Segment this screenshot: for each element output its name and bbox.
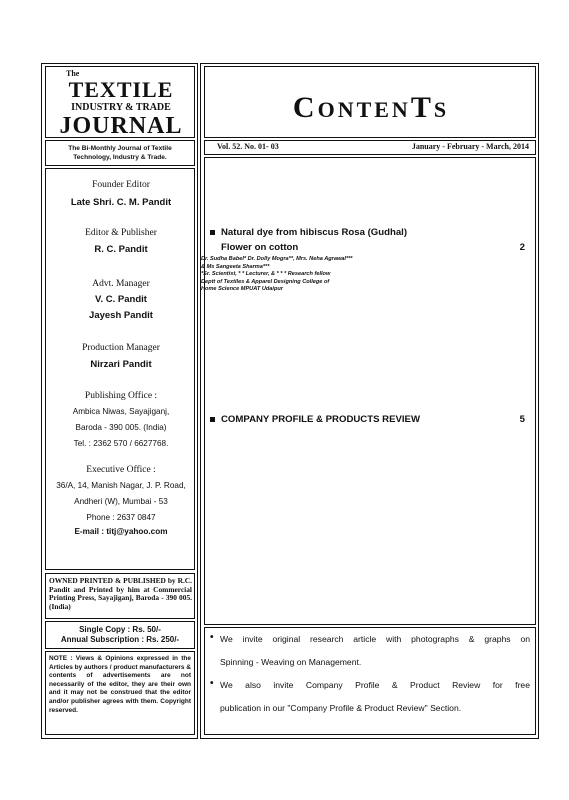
contents-title-onten: ONTEN [317, 97, 411, 122]
volume-number: Vol. 52. No. 01- 03 [217, 142, 279, 151]
volume-bar [204, 140, 536, 155]
invite-line-3: We also invite Company Profile & Product Review for free [220, 680, 530, 690]
contents-title-s: S [433, 97, 450, 122]
invite-line-2: Spinning - Weaving on Management. [220, 657, 362, 667]
advt-name-1: V. C. Pandit [95, 294, 147, 305]
publishing-address-2: Baroda - 390 005. (India) [75, 423, 167, 432]
pricing-box [45, 621, 195, 649]
production-role: Production Manager [82, 343, 160, 353]
advt-role: Advt. Manager [92, 279, 150, 289]
square-bullet-icon [210, 230, 215, 235]
article-page-number: 2 [519, 242, 525, 253]
contents-header [204, 66, 536, 138]
author-line: Deptt of Textiles & Apparel Designing College of [201, 278, 330, 285]
founder-role: Founder Editor [92, 180, 150, 190]
contents-list [201, 157, 536, 625]
publishing-tel: Tel. : 2362 570 / 6627768. [73, 439, 169, 448]
bullet-dot-icon: • [210, 632, 214, 643]
advt-name-2: Jayesh Pandit [89, 310, 153, 321]
contents-title-t: T [410, 91, 434, 124]
editor-name: R. C. Pandit [94, 244, 148, 255]
publishing-role: Publishing Office : [84, 391, 158, 401]
tagline-line-1: The Bi-Monthly Journal of Textile [68, 145, 172, 152]
masthead-industry-trade: INDUSTRY & TRADE [71, 102, 171, 113]
email-address: E-mail : titj@yahoo.com [74, 527, 168, 536]
contents-title-c: C [292, 91, 318, 124]
article-page-number: 5 [519, 414, 525, 425]
annual-subscription-price: Annual Subscription : Rs. 250/- [60, 635, 180, 644]
issue-date: January - February - March, 2014 [411, 142, 529, 151]
executive-address-2: Andheri (W), Mumbai - 53 [74, 497, 168, 506]
executive-role: Executive Office : [86, 465, 156, 475]
journal-tagline [45, 140, 195, 166]
author-line: & Ms Sangeeta Sharma*** [201, 263, 270, 270]
executive-phone: Phone : 2637 0847 [86, 513, 156, 522]
editor-role: Editor & Publisher [85, 228, 157, 238]
invite-line-4: publication in our "Company Profile & Product Review" Section. [220, 703, 462, 713]
contents-title [205, 91, 537, 125]
founder-name: Late Shri. C. M. Pandit [70, 197, 172, 208]
square-bullet-icon [210, 417, 215, 422]
author-line: Dr. Sudha Babel* Dr. Dolly Mogra**, Mrs. Neha Agrawal*** [201, 256, 353, 262]
disclaimer-note: NOTE : Views & Opinions expressed in the Articles by authors / product manufacturers & contents of advertisements are not necessarily of the editor, they are their own and it may not be construed that the editor and/or publisher agrees with them. Copyright reserved. [45, 651, 195, 735]
tagline-line-2: Technology, Industry & Trade. [73, 153, 167, 161]
journal-masthead [45, 66, 195, 138]
publishing-address-1: Ambica Niwas, Sayajiganj, [72, 407, 170, 416]
article-title-line-1: COMPANY PROFILE & PRODUCTS REVIEW [210, 414, 420, 425]
bullet-dot-icon: • [210, 678, 214, 689]
executive-address-1: 36/A, 14, Manish Nagar, J. P. Road, [56, 481, 186, 490]
invite-line-1: We invite original research article with photographs & graphs on [220, 634, 530, 644]
production-name: Nirzari Pandit [90, 359, 152, 370]
author-line: Home Science MPUAT Udaipur [201, 286, 283, 293]
article-title-line-1: Natural dye from hibiscus Rosa (Gudhal) [210, 227, 407, 238]
owned-printed-published: OWNED PRINTED & PUBLISHED by R.C. Pandit and Printed by him at Commercial Printing Press, Sayajiganj, Baroda - 390 005. (India) [45, 573, 195, 619]
staff-listing [45, 168, 195, 570]
invitation-footer [204, 627, 536, 735]
single-copy-price: Single Copy : Rs. 50/- [79, 625, 161, 634]
masthead-the: The [66, 69, 80, 78]
masthead-journal: JOURNAL [59, 113, 183, 139]
masthead-textile: TEXTILE [68, 77, 174, 102]
author-line: *Sr. Scientist, * * Lecturer, & * * * Research fellow [201, 271, 331, 278]
article-title-line-2: Flower on cotton [221, 242, 299, 253]
article-authors [201, 256, 353, 294]
